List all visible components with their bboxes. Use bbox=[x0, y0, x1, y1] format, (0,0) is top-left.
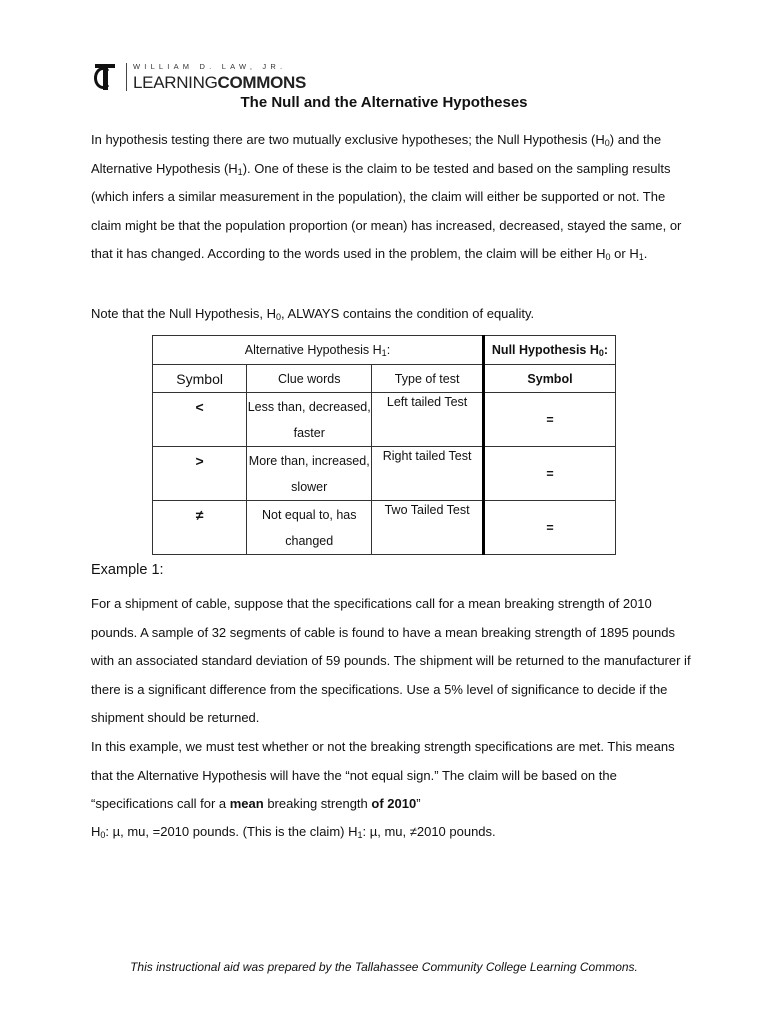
table-row bbox=[153, 501, 616, 555]
logo-top-line: WILLIAM D. LAW, JR. bbox=[133, 61, 287, 71]
explanation-text: ” bbox=[416, 796, 421, 812]
table-header-row bbox=[153, 336, 616, 365]
row-symbol: < bbox=[153, 393, 247, 447]
footer-note: This instructional aid was prepared by the Tallahassee Community College Learning Commons. bbox=[130, 960, 638, 974]
hypotheses-text: : µ, mu, ≠2010 pounds. bbox=[362, 824, 496, 839]
hypothesis-table bbox=[152, 335, 616, 555]
logo-text bbox=[133, 63, 306, 92]
row-null-symbol: = bbox=[483, 447, 615, 501]
alt-hypothesis-header bbox=[153, 336, 484, 365]
row-null-symbol: = bbox=[483, 393, 615, 447]
null-header-text: Null Hypothesis H bbox=[491, 343, 599, 357]
hypotheses-text: : µ, mu, =2010 pounds. (This is the claim) H bbox=[105, 824, 358, 839]
row-clue-words: Not equal to, has changed bbox=[247, 501, 372, 555]
subscript: 0 bbox=[598, 348, 604, 358]
learning-commons-logo bbox=[92, 60, 306, 94]
row-type-of-test: Right tailed Test bbox=[372, 447, 484, 501]
subscript: 0 bbox=[604, 138, 610, 148]
row-type-of-test: Left tailed Test bbox=[372, 393, 484, 447]
explanation-text: breaking strength bbox=[263, 796, 372, 812]
col-header-null-symbol: Symbol bbox=[483, 365, 615, 393]
subscript: 0 bbox=[605, 252, 611, 263]
subscript: 1 bbox=[638, 252, 644, 263]
explanation-bold: of 2010 bbox=[371, 796, 417, 812]
row-null-symbol: = bbox=[483, 501, 615, 555]
explanation-bold: mean bbox=[229, 796, 264, 812]
tcc-logo-icon bbox=[92, 61, 118, 93]
null-header-suffix: : bbox=[603, 343, 609, 357]
row-symbol: ≠ bbox=[153, 501, 247, 555]
logo-bottom-line bbox=[133, 74, 306, 91]
example-problem: For a shipment of cable, suppose that the specifications call for a mean breaking strength of 2010 pounds. A sample of 32 segments of cable is found to have a mean breaking strength of 1895 pounds with an associated standard deviation of 59 pounds. The shipment will be returned to the manufacturer if there is a significant difference from the specifications. Use a 5% level of significance to decide if the shipment should be returned. bbox=[91, 596, 691, 726]
col-header-clue-words: Clue words bbox=[247, 365, 372, 393]
explanation-text: In this example, we must test whether or not the breaking strength specifications are met. This means that the Alternative Hypothesis will have the “not equal sign.” The claim will be based on the “specifications call for a bbox=[91, 739, 675, 812]
row-symbol: > bbox=[153, 447, 247, 501]
row-clue-words: Less than, decreased, faster bbox=[247, 393, 372, 447]
page-title: The Null and the Alternative Hypotheses bbox=[240, 94, 528, 111]
note-text: Note that the Null Hypothesis, H bbox=[91, 306, 276, 321]
hypotheses-statement bbox=[91, 818, 691, 847]
subscript: 0 bbox=[275, 312, 281, 322]
logo-divider bbox=[126, 63, 127, 91]
example-explanation bbox=[91, 733, 691, 819]
note-text: , ALWAYS contains the condition of equality. bbox=[281, 306, 535, 321]
example-heading: Example 1: bbox=[91, 562, 164, 578]
alt-header-text: Alternative Hypothesis H bbox=[244, 343, 382, 357]
table-row bbox=[153, 447, 616, 501]
intro-text: or H bbox=[610, 246, 639, 262]
intro-text: In hypothesis testing there are two mutually exclusive hypotheses; the Null Hypothesis (H bbox=[91, 132, 605, 147]
logo-learning: LEARNING bbox=[133, 73, 218, 93]
alt-header-suffix: : bbox=[386, 343, 391, 357]
row-type-of-test: Two Tailed Test bbox=[372, 501, 484, 555]
subscript: 0 bbox=[100, 830, 106, 840]
equality-note bbox=[91, 300, 691, 329]
logo-commons: COMMONS bbox=[217, 73, 307, 93]
intro-text: ). One of these is the claim to be tested and based on the sampling results (which infers a similar measurement in the population), the claim will either be supported or not. The claim might be that the population proportion (or mean) has increased, decreased, stayed the same, or that it has changed. According to the words used in the problem, the claim will be either H bbox=[91, 160, 682, 262]
subscript: 1 bbox=[381, 348, 387, 358]
col-header-type-of-test: Type of test bbox=[372, 365, 484, 393]
intro-paragraph bbox=[91, 126, 691, 269]
table-row bbox=[153, 393, 616, 447]
subscript: 1 bbox=[357, 830, 363, 840]
table-column-header-row bbox=[153, 365, 616, 393]
subscript: 1 bbox=[237, 166, 243, 177]
col-header-symbol: Symbol bbox=[153, 365, 247, 393]
hypotheses-text: H bbox=[91, 824, 101, 839]
intro-text: ) and the Alternative Hypothesis (H bbox=[91, 132, 662, 176]
intro-text: . bbox=[643, 246, 648, 262]
row-clue-words: More than, increased, slower bbox=[247, 447, 372, 501]
null-hypothesis-header bbox=[483, 336, 615, 365]
